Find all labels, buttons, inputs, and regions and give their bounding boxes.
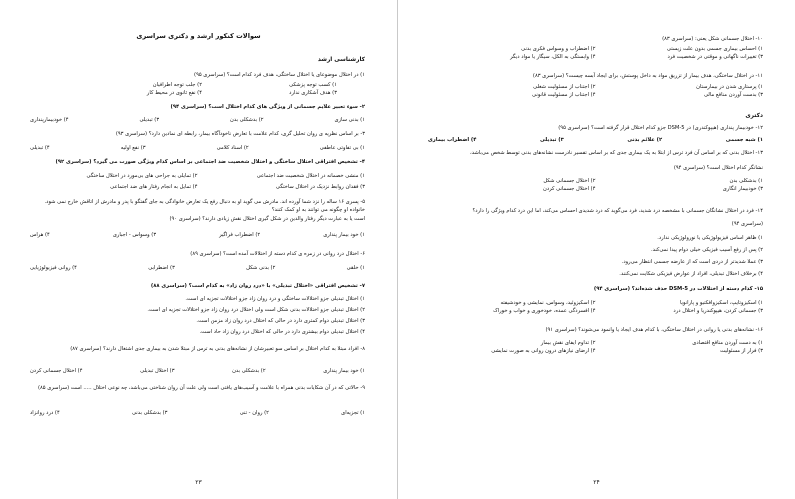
option: ۲) تمایلی به جراحی های بی‌مورد در اختلال ساختگی [86,173,198,179]
question-1: ۱) در اختلال موضوعای یا اختلال ساختگی، هدف فرد کدام است؟ (سراسری ۹۵) [194,72,365,78]
question-11-options [428,84,763,100]
option: ۴) روانی فیزیولوژیایی [30,265,77,271]
question-15: ۱۵- کدام دسته از اختلالات در DSM-5 حذف شده‌اند؟ (سراسری ۹۴) [593,286,763,292]
question-12-options [428,137,763,145]
question-14-cont: (سراسری ۹۴) [731,221,763,227]
option: ۱) خود بیمار پنداری [323,232,365,238]
question-7-option-1: ۱) اختلال تبدیلی جزو اختلالات ساختگی و درد روان زاد جزو اختلالات تجزیه ای است. [185,296,365,302]
option: ۱) اسکیزوتایپ، اسکیزوافکتیو و پارانویا [679,300,763,306]
question-9: ۹- حالاتی که در آن شکایات بدنی همراه با علامت و آسیب‌های یافتی است ولی علت آن روان شناختی می‌باشد، چه نوعی اختلال ..... است (سراسری ۸۵) [37,385,365,391]
option: ۱) خود بیمار پنداری [323,368,365,374]
option: ۱) شبه جسمی [725,137,763,143]
option: ۲) بدشکلی بدن [230,117,264,123]
option: ۲) اسکیزوئید، وسواس، نمایشی و خودشیفته [500,300,596,306]
question-8: ۸- افراد مبتلا به کدام اختلال بر اساس سو تعبیرشان از نشانه‌های بدنی به ترس از مبتلا شدن به بیماری جدی اشتغال دارند؟ (سراسری ۸۷) [70,346,365,352]
option: ۲) تداوم ایفای نقش بیمار [540,340,596,346]
option: ۴) اجتناب از مسئولیت قانونی [532,91,596,98]
question-13-options [428,178,763,194]
option: ۴) اختلال جسمانی کردن [30,368,83,374]
question-4-options [30,173,365,181]
question-3: ۳- بر اساس نظریه ی روان تحلیل گری، کدام علامت با تعارض ناخودآگاه بیمار، رابطه ای نمادین دارد؟ (سراسری ۹۳) [115,131,365,137]
option: ۲) اضطراب و وسواس فکری بدنی [521,46,596,52]
question-14-option-1: ۱) ظاهر اساس فیزیولوژیکی یا نورولوژیکی ندارد. [657,235,763,241]
option: ۲) اسناد کلامی [216,145,249,151]
question-7-option-2: ۲) اختلال تبدیلی جزو اختلالات بدنی شکل است ولی اختلال درد روان زاد جزو اختلالات تجزیه ای است. [147,307,365,313]
question-14-option-3: ۳) عملا شدیدتر از دردی است که از عارضه جسمی انتظار می‌رود. [621,259,763,265]
option: ۲) علائم بدنی [627,137,663,143]
question-14: ۱۴- فرد در اختلال نشانگان جسمانی با مشخصه درد شدید، فرد می‌گوید که درد شدیدی احساس می‌کند، اما این درد کدام ویژگی را دارد؟ [472,208,763,214]
question-5-cont: است یا به عبارت دیگر رفتار والدین در شکل گیری اختلال نقش زیادی دارند؟ (سراسری ۹۰) [169,216,365,222]
option: ۱) کسب توجه پزشکی [289,82,337,88]
option: ۴) خودبیمارپنداری [30,117,69,123]
option: ۴) تبدیلی [30,145,50,151]
option: ۳) جسمانی کردن، هیپوکندریا و اختلال درد [673,307,763,314]
option: ۱) منشی خصمانه در اختلال شخصیت ضد اجتماعی [256,173,365,179]
question-3-options [30,145,365,153]
option: ۲) جلب توجه اطرافیان [152,82,202,88]
option: ۲) اضطراب فراگیر [219,232,261,238]
option: ۲) بدشکلی بدن [232,368,266,374]
question-7-option-4: ۴) اختلال تبدیلی دوام بیشتری دارد در حالی که اختلال درد روان زاد حاد است. [199,329,365,335]
question-9-options [30,410,365,418]
option: ۱) تجزیه‌ای [341,410,365,416]
question-5-options [30,232,365,240]
option: ۳) خودبیمار انگاری [722,185,763,192]
option: ۳) بدست آوردن منافع مالی [703,91,763,98]
question-15-options [428,300,763,316]
page-title: سوالات کنکور ارشد و دکتری سراسری [136,32,261,40]
option: ۳) تبدیلی [139,117,160,123]
section-heading-masters: کارشناسی ارشد [317,57,365,63]
question-6: ۶- اختلال درد روانی در زمره ی کدام دسته از اختلالات آمده است؟ (سراسری ۸۹) [190,251,365,257]
option: ۳) نفع اولیه [120,145,146,151]
option: ۴) ارضای نیازهای درون روانی به صورت نمایشی [491,347,596,354]
question-6-options [30,265,365,273]
option: ۳) بدشکلی بدنی [131,410,168,416]
option: ۳) فرار از مسئولیت [720,347,763,354]
option: ۳) تبدیلی [540,137,564,143]
question-13: ۱۳- اختلال بدنی که بر اساس آن فرد ترس از ابتلا به یک بیماری جدی که بر اساس تفسیر نادرست نشانه‌های بدنی توسط شخص می‌باشد، [470,150,763,156]
question-13-cont: نشانگر کدام اختلال است؟ (سراسری ۹۴) [673,165,763,171]
question-2: ۲- سوء تعبیر علایم جسمانی از ویژگی های کدام اختلال است؟ (سراسری ۹۴) [170,104,365,110]
option: ۱) بدنی سازی [334,117,365,123]
option: ۴) وابستگی به الکل، سیگار یا مواد دیگر [510,53,596,60]
option: ۴) افسردگی عمده، خودخوری و خواب و خوراک [493,307,596,314]
option: ۳) هدف آشکاری ندارد [289,89,337,96]
option: ۳) تغییرات ناگهانی و موقتی در شخصیت فرد [667,53,763,60]
option: ۲) اختلال جسمانی شکل [543,178,596,184]
option: ۳) اختلال تبدیلی [140,368,175,374]
option: ۲) روان - تنی [239,410,269,416]
question-10: ۱۰- اختلال جسمانی شکل یعنی: (سراسری ۸۳) [662,36,763,42]
page-number: ۲۳ [195,479,202,486]
question-10-options [428,46,763,62]
page-right [398,0,795,499]
question-4-options-b [30,184,365,192]
question-12: ۱۲- خودبیمار پنداری (هیپوکندری) در DSM-5 جزو کدام اختلال قرار گرفته است؟ (سراسری ۹۵) [558,125,763,131]
question-14-option-2: ۲) پس از رفع آسیب فیزیکی خیلی دوام پیدا نمی‌کند. [650,247,763,253]
question-1-options [67,82,337,98]
question-7: ۷- تشخیص افتراقی «اختلال تبدیلی» با «درد روان زاد» به کدام است؟ (سراسری ۸۸) [150,283,365,289]
option: ۳) وسواس - اجباری [112,232,157,238]
question-14-option-4: ۴) برخلاف اختلال تبدیلی، افراد از عوارض فیزیکی شکایت نمی‌کنند. [619,271,763,277]
option: ۴) اضطراب بیماری [428,137,477,143]
question-7-option-3: ۳) اختلال تبدیلی دوام کمتری دارد در حالی که اختلال درد روان زاد مزمن است. [196,318,365,324]
option: ۳) اضطرابی [148,265,175,271]
question-2-options [30,117,365,125]
option: ۴) درد روانزاد [30,410,60,416]
question-16: ۱۶- نشانه‌های بدنی یا روانی در اختلال ساختگی، با کدام هدف ایجاد یا وانمود می‌شوند؟ (سراسری ۹۱) [545,327,763,333]
option: ۴) نفع ثانوی در محیط کار [146,89,202,96]
option: ۲) اجتناب از مسئولیت شغلی [533,84,596,90]
option: ۱) خلقی [346,265,365,271]
option: ۴) هراس [30,232,50,238]
option: ۴) اختلال جسمانی کردن [543,185,596,192]
option: ۲) بدنی شکل [246,265,276,271]
option: ۱) احساس بیماری جسمی بدون علت زیستی [666,46,763,52]
page-number: ۲۴ [593,479,600,486]
option: ۱) به دست آوردن منافع اقتصادی [692,340,763,346]
question-16-options [428,340,763,356]
question-8-options [30,368,365,376]
option: ۳) فقدان روابط نزدیک در اختلال ساختگی [275,184,365,190]
option: ۱) پرستاری شدن در بیمارستان [696,84,763,90]
section-heading-doctorate: دکتری [745,113,763,119]
question-11: ۱۱- در اختلال ساختگی، هدف بیمار از تزریق مواد به داخل پوستش، برای ایجاد آبسه چیست؟ (سراسری ۸۳) [532,73,763,79]
question-5: ۵- پسری ۱۶ ساله را نزد شما آورده اند. مادرش می گوید او به دنبال رفع یک تعارض خانوادگی به جای گفتگو با پدر و مادرش از اتاقش خارج نمی شود. خانواده او چگونه می توانند به او کمک کنند؟ [44,199,365,213]
option: ۱) بی تفاوتی عاطفی [319,145,365,151]
option: ۴) تمایل به انجام رفتار های ضد اجتماعی [110,184,198,190]
question-4: ۴- تشخیص افتراقی اختلال ساختگی و اختلال شخصیت ضد اجتماعی بر اساس کدام ویژگی صورت می گیرد؟ (سراسری ۹۲) [55,159,365,165]
option: ۱) بدشکلی بدن [729,178,763,184]
